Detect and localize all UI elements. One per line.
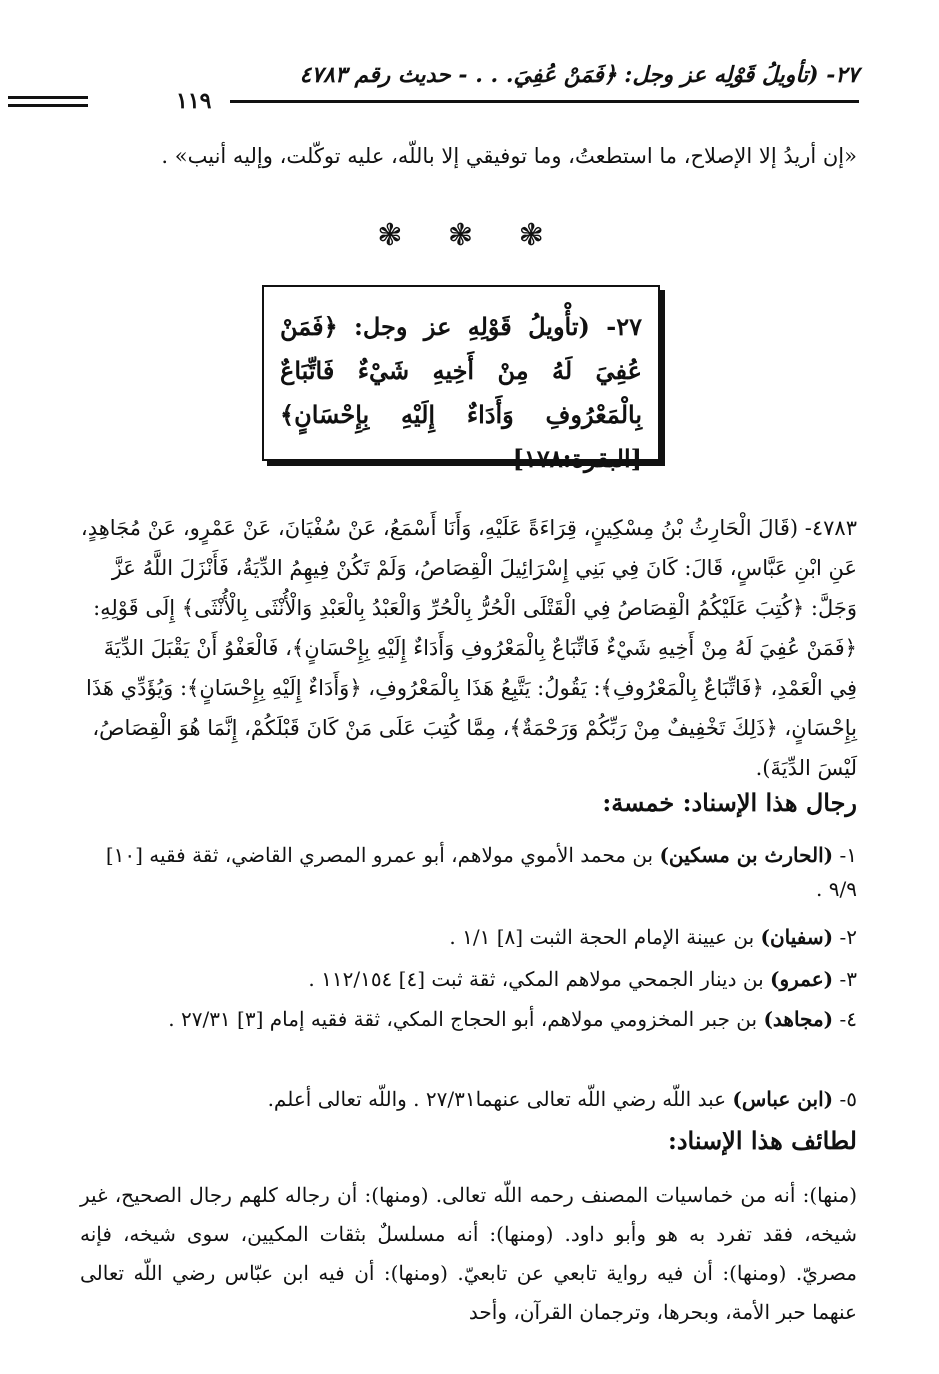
header-rule-left-top — [8, 96, 88, 99]
narrator-number: ١- — [833, 843, 857, 867]
header-rule — [230, 100, 859, 103]
chapter-heading: ٢٧- (تأْويلُ قَوْلِهِ عز وجل: ﴿فَمَنْ عُفِيَ لَهُ مِنْ أَخِيهِ شَيْءٌ فَاتِّبَاعٌ بِالْمَعْرُوفِ وَأَدَاءٌ إِلَيْهِ بِإِحْسَانٍ﴾ [البقرة:١٧٨] — [280, 312, 642, 473]
page-number: ١١٩ — [176, 88, 212, 114]
header-rule-left-bottom — [8, 104, 88, 107]
narrator-name: (عمرو) — [770, 967, 834, 991]
narrator-item — [80, 838, 857, 906]
narrator-name: (سفيان) — [760, 925, 834, 949]
header-title: ٢٧- (تأويلُ قَوْلِه عز وجل: ﴿فَمَنْ عُفِيَ. . . - حديث رقم ٤٧٨٣ — [299, 62, 859, 88]
narrators-section-title: رجال هذا الإسناد: خمسة: — [602, 788, 857, 817]
narrator-description: بن عيينة الإمام الحجة الثبت [٨] ١/١ . — [449, 925, 761, 949]
narrator-number: ٤- — [833, 1007, 857, 1031]
narrator-name: (مجاهد) — [763, 1007, 834, 1031]
narrator-item — [80, 962, 857, 996]
chapter-heading-box — [262, 285, 660, 473]
narrator-description: بن محمد الأموي مولاهم، أبو عمرو المصري القاضي، ثقة فقيه [١٠] ٩/٩ . — [105, 843, 857, 901]
narrator-description: بن جبر المخزومي مولاهم، أبو الحجاج المكي، ثقة فقيه إمام [٣] ٢٧/٣١ . — [168, 1007, 764, 1031]
hadith-text: ٤٧٨٣- (قَالَ الْحَارِثُ بْنُ مِسْكِينٍ، قِرَاءَةً عَلَيْهِ، وَأَنَا أَسْمَعُ، عَنْ سُفْيَانَ، عَنْ عَمْرٍو، عَنْ مُجَاهِدٍ، عَنِ ابْنِ عَبَّاسٍ، قَالَ: كَانَ فِي بَنِي إِسْرَائِيلَ الْقِصَاصُ، وَلَمْ تَكُنْ فِيهِمُ الدِّيَةُ، فَأَنْزَلَ اللَّهُ عَزَّ وَجَلَّ: ﴿كُتِبَ عَلَيْكُمُ الْقِصَاصُ فِي الْقَتْلَى الْحُرُّ بِالْحُرِّ وَالْعَبْدُ بِالْعَبْدِ وَالْأُنْثَى بِالْأُنْثَى﴾ إِلَى قَوْلِهِ: ﴿فَمَنْ عُفِيَ لَهُ مِنْ أَخِيهِ شَيْءٌ فَاتِّبَاعٌ بِالْمَعْرُوفِ وَأَدَاءٌ إِلَيْهِ بِإِحْسَانٍ﴾، فَالْعَفْوُ أَنْ يَقْبَلَ الدِّيَةَ فِي الْعَمْدِ، ﴿فَاتِّبَاعٌ بِالْمَعْرُوفِ﴾: يَقُولُ: يَتَّبِعُ هَذَا بِالْمَعْرُوفِ، ﴿وَأَدَاءٌ إِلَيْهِ بِإِحْسَانٍ﴾: وَيُؤَدِّي هَذَا بِإِحْسَانٍ، ﴿ذَلِكَ تَخْفِيفٌ مِنْ رَبِّكُمْ وَرَحْمَةٌ﴾، مِمَّا كُتِبَ عَلَى مَنْ كَانَ قَبْلَكُمْ، إِنَّمَا هُوَ الْقِصَاصُ، لَيْسَ الدِّيَةَ). — [80, 516, 857, 780]
narrator-number: ٥- — [833, 1087, 857, 1111]
narrator-item — [80, 920, 857, 954]
intro-paragraph: «إن أريدُ إلا الإصلاح، ما استطعتُ، وما توفيقي إلا باللّه، عليه توكّلت، وإليه أنيب» . — [161, 144, 857, 168]
subtleties-paragraph: (منها): أنه من خماسيات المصنف رحمه اللّه تعالى. (ومنها): أن رجاله كلهم رجال الصحيح، غير شيخه، فقد تفرد به هو وأبو داود. (ومنها): أنه مسلسلٌ بثقات المكيين، سوى شيخه، فإنه مصريّ. (ومنها): أن فيه رواية تابعي عن تابعيّ. (ومنها): أن فيه ابن عبّاس رضي اللّه تعالى عنهما حبر الأمة، وبحرها، وترجمان القرآن، وأحد — [80, 1183, 857, 1324]
narrator-description: بن دينار الجمحي مولاهم المكي، ثقة ثبت [٤] ١١٢/١٥٤ . — [308, 967, 770, 991]
narrator-description: عبد اللّه رضي اللّه تعالى عنهما٢٧/٣١ . واللّه تعالى أعلم. — [267, 1087, 733, 1111]
narrator-item — [80, 1002, 857, 1036]
narrator-name: (ابن عباس) — [732, 1087, 834, 1111]
narrator-name: (الحارث بن مسكين) — [659, 843, 834, 867]
narrator-number: ٢- — [833, 925, 857, 949]
section-separator: ❃ ❃ ❃ — [377, 218, 562, 253]
narrator-item — [80, 1082, 857, 1116]
narrator-number: ٣- — [833, 967, 857, 991]
subtleties-section-title: لطائف هذا الإسناد: — [667, 1126, 857, 1155]
